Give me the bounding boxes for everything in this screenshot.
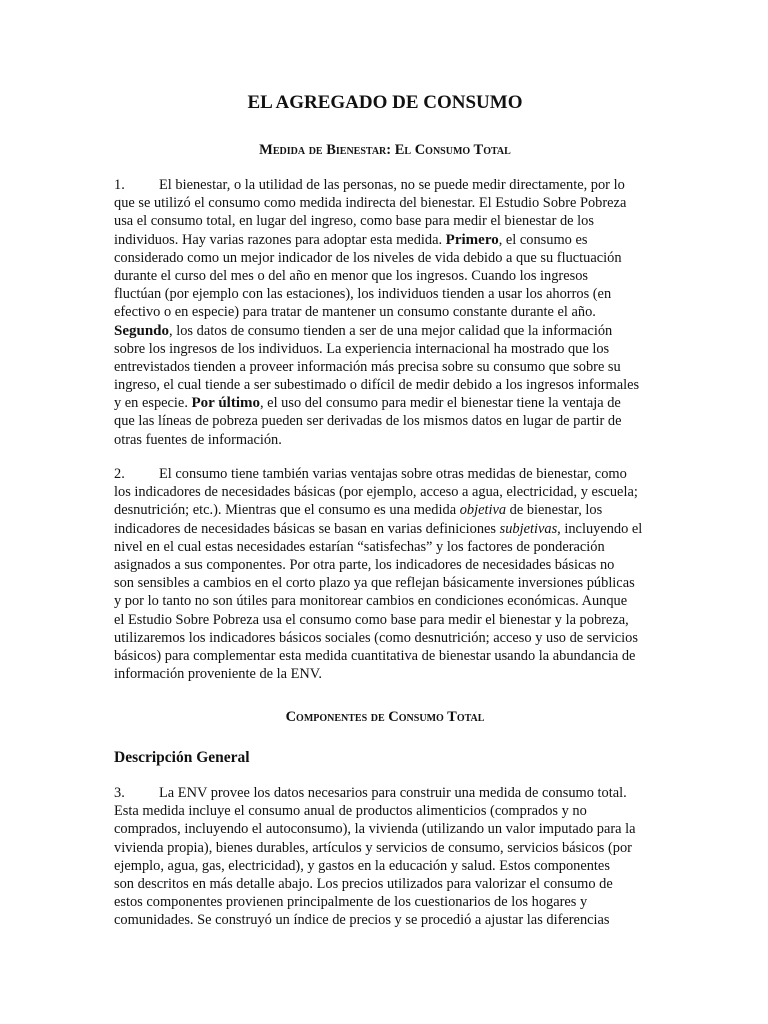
- paragraph-line: [114, 520, 656, 538]
- paragraph-line: que las líneas de pobreza pueden ser derivadas de los mismos datos en lugar de partir de: [114, 413, 622, 430]
- emphasis-objetiva: objetiva: [459, 502, 507, 519]
- paragraph-line: considerado como un mejor indicador de los niveles de vida debido a que su fluctuación: [114, 249, 622, 266]
- paragraph-line: vivienda propia), bienes durables, artículos y servicios de consumo, servicios básicos (por: [114, 839, 632, 856]
- paragraph-3: [114, 784, 656, 930]
- paragraph-line: asignados a sus componentes. Por otra parte, los indicadores de necesidades básicas no: [114, 556, 615, 573]
- paragraph-line: ingreso, el cual tiende a ser subestimado o difícil de medir debido a los ingresos informales: [114, 377, 640, 394]
- paragraph-line: [114, 465, 656, 483]
- emphasis-primero: Primero: [445, 231, 499, 248]
- paragraph-line: [114, 231, 656, 249]
- text-run: indicadores de necesidades básicas se basan en varias definiciones: [114, 520, 500, 537]
- paragraph-line: [114, 176, 656, 194]
- text-run: El bienestar, o la utilidad de las personas, no se puede medir directamente, por lo: [159, 177, 625, 193]
- paragraph-line: ejemplo, agua, gas, electricidad), y gastos en la educación y salud. Estos componentes: [114, 857, 610, 874]
- section-heading-componentes: Componentes de Consumo Total: [285, 709, 485, 725]
- paragraph-line: otras fuentes de información.: [114, 431, 282, 448]
- section-heading-medida-bienestar: Medida de Bienestar: El Consumo Total: [259, 142, 511, 158]
- paragraph-line: los indicadores de necesidades básicas (por ejemplo, acceso a agua, electricidad, y escuela;: [114, 484, 638, 501]
- text-run: , el consumo es: [498, 231, 588, 248]
- emphasis-por-ultimo: Por último: [191, 395, 260, 412]
- paragraph-line: usa el consumo total, en lugar del ingreso, como base para medir el bienestar de los: [114, 213, 594, 230]
- document-title: EL AGREGADO DE CONSUMO: [247, 92, 523, 113]
- emphasis-segundo: Segundo: [114, 322, 170, 339]
- paragraph-line: [114, 501, 656, 519]
- paragraph-line: y por lo tanto no son útiles para monitorear cambios en condiciones económicas. Aunque: [114, 593, 628, 610]
- paragraph-line: básicos) para complementar esta medida cuantitativa de bienestar usando la abundancia de: [114, 647, 636, 664]
- paragraph-number: 2.: [114, 466, 125, 482]
- paragraph-line: [114, 394, 656, 412]
- emphasis-subjetivas: subjetivas: [499, 520, 558, 537]
- paragraph-line: [114, 784, 656, 802]
- text-run: , el uso del consumo para medir el bienestar tiene la ventaja de: [259, 395, 621, 412]
- paragraph-line: son descritos en más detalle abajo. Los precios utilizados para valorizar el consumo de: [114, 875, 613, 892]
- text-run: individuos. Hay varias razones para adoptar esta medida.: [114, 231, 446, 248]
- paragraph-number: 3.: [114, 785, 125, 801]
- paragraph-number: 1.: [114, 177, 125, 193]
- paragraph-line: entrevistados tienden a proveer información más precisa sobre su consumo que sobre su: [114, 358, 621, 375]
- paragraph-line: nivel en el cual estas necesidades estarían “satisfechas” y los factores de ponderación: [114, 538, 605, 555]
- text-run: de bienestar, los: [506, 502, 603, 519]
- text-run: desnutrición; etc.). Mientras que el consumo es una medida: [114, 502, 460, 519]
- paragraph-1: [114, 176, 656, 449]
- text-run: y en especie.: [114, 395, 192, 412]
- paragraph-line: sobre los ingresos de los individuos. La experiencia internacional ha mostrado que los: [114, 340, 610, 357]
- paragraph-line: comprados, incluyendo el autoconsumo), la vivienda (utilizando un valor imputado para la: [114, 821, 636, 838]
- subheading-descripcion-general: Descripción General: [114, 749, 250, 766]
- paragraph-2: [114, 465, 656, 683]
- paragraph-line: durante el curso del mes o del año en menor que los ingresos. Cuando los ingresos: [114, 267, 588, 284]
- paragraph-line: el Estudio Sobre Pobreza usa el consumo como base para medir el bienestar y la pobreza,: [114, 611, 629, 628]
- paragraph-line: utilizaremos los indicadores básicos sociales (como desnutrición; acceso y uso de servicios: [114, 629, 638, 646]
- text-run: El consumo tiene también varias ventajas sobre otras medidas de bienestar, como: [159, 466, 627, 482]
- paragraph-line: información proveniente de la ENV.: [114, 666, 322, 683]
- text-run: , los datos de consumo tienden a ser de una mejor calidad que la información: [169, 322, 613, 339]
- paragraph-line: Esta medida incluye el consumo anual de productos alimenticios (comprados y no: [114, 803, 587, 820]
- paragraph-line: [114, 322, 656, 340]
- paragraph-line: comunidades. Se construyó un índice de precios y se procedió a ajustar las diferencias: [114, 912, 610, 929]
- text-run: La ENV provee los datos necesarios para construir una medida de consumo total.: [159, 785, 627, 801]
- paragraph-line: que se utilizó el consumo como medida indirecta del bienestar. El Estudio Sobre Pobreza: [114, 195, 627, 212]
- paragraph-line: estos componentes provienen principalmente de los cuestionarios de los hogares y: [114, 894, 588, 911]
- document-page: [114, 0, 656, 1024]
- text-run: , incluyendo el: [557, 520, 643, 537]
- paragraph-line: efectivo o en especie) para tratar de mantener un consumo constante durante el año.: [114, 304, 596, 321]
- paragraph-line: fluctúan (por ejemplo con las estaciones), los individuos tienden a usar los ahorros (en: [114, 286, 612, 303]
- paragraph-line: son sensibles a cambios en el corto plazo ya que reflejan básicamente inversiones públicas: [114, 575, 635, 592]
